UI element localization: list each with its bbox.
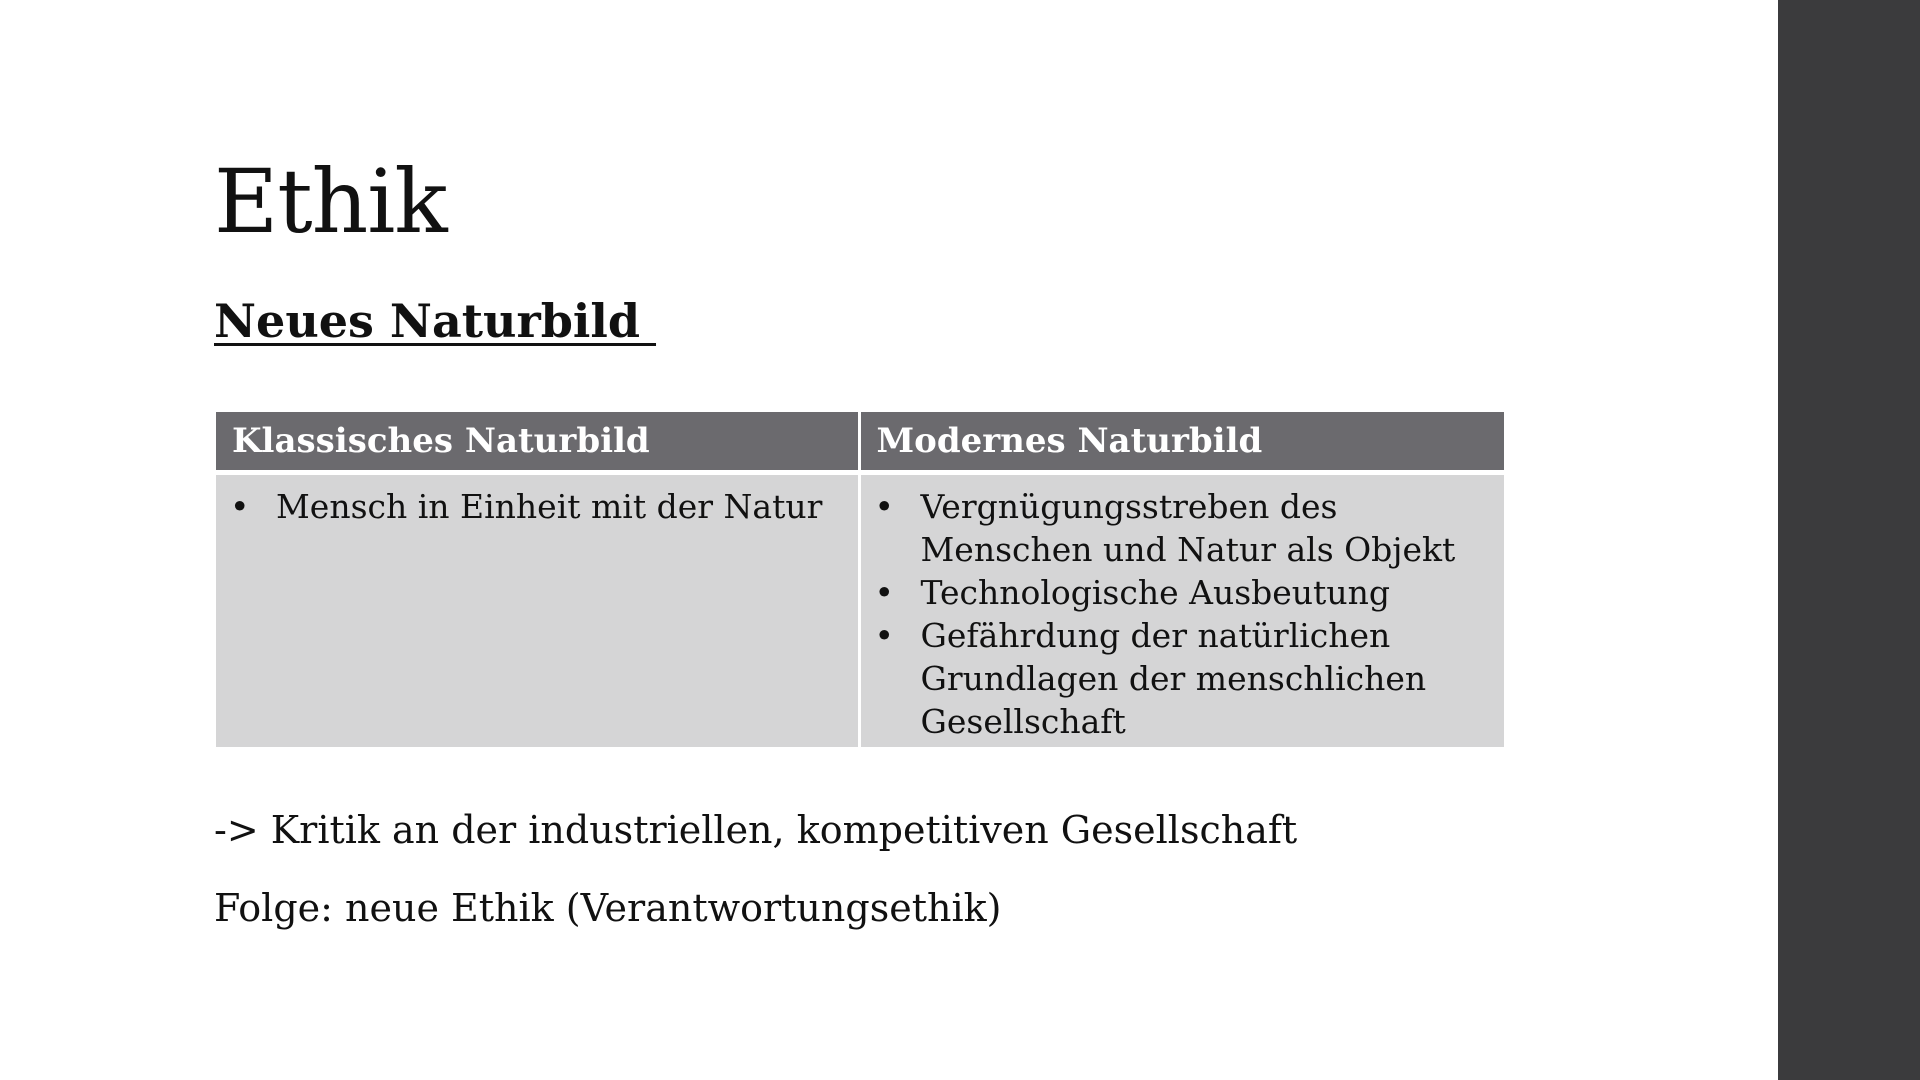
list-item <box>875 614 1493 743</box>
list-item-text: Gefährdung der natürlichen Grundlagen der menschlichen Gesellschaft <box>920 616 1427 741</box>
list-item-text: Mensch in Einheit mit der Natur <box>276 487 823 526</box>
consequence-line: Folge: neue Ethik (Verantwortungsethik) <box>214 886 1002 930</box>
slide-title: Ethik <box>214 150 447 253</box>
bullet-icon: • <box>874 573 894 612</box>
list-item-text: Technologische Ausbeutung <box>920 573 1390 612</box>
bullet-icon: • <box>874 487 894 526</box>
list-item <box>875 571 1493 614</box>
side-bar <box>1778 0 1920 1080</box>
slide-subtitle: Neues Naturbild <box>214 294 657 348</box>
list-item <box>230 485 846 528</box>
bullet-icon: • <box>874 616 894 655</box>
comparison-table <box>216 412 1504 747</box>
classic-list <box>230 485 846 528</box>
cell-modern <box>859 473 1504 748</box>
table-row <box>216 473 1504 748</box>
cell-classic <box>216 473 859 748</box>
critique-line: -> Kritik an der industriellen, kompetitiven Gesellschaft <box>214 808 1298 852</box>
header-modern: Modernes Naturbild <box>859 412 1504 473</box>
table-header-row <box>216 412 1504 473</box>
header-classic: Klassisches Naturbild <box>216 412 859 473</box>
bullet-icon: • <box>230 487 250 526</box>
list-item <box>875 485 1493 571</box>
modern-list <box>875 485 1493 743</box>
list-item-text: Vergnügungsstreben des Menschen und Natur als Objekt <box>920 487 1456 569</box>
